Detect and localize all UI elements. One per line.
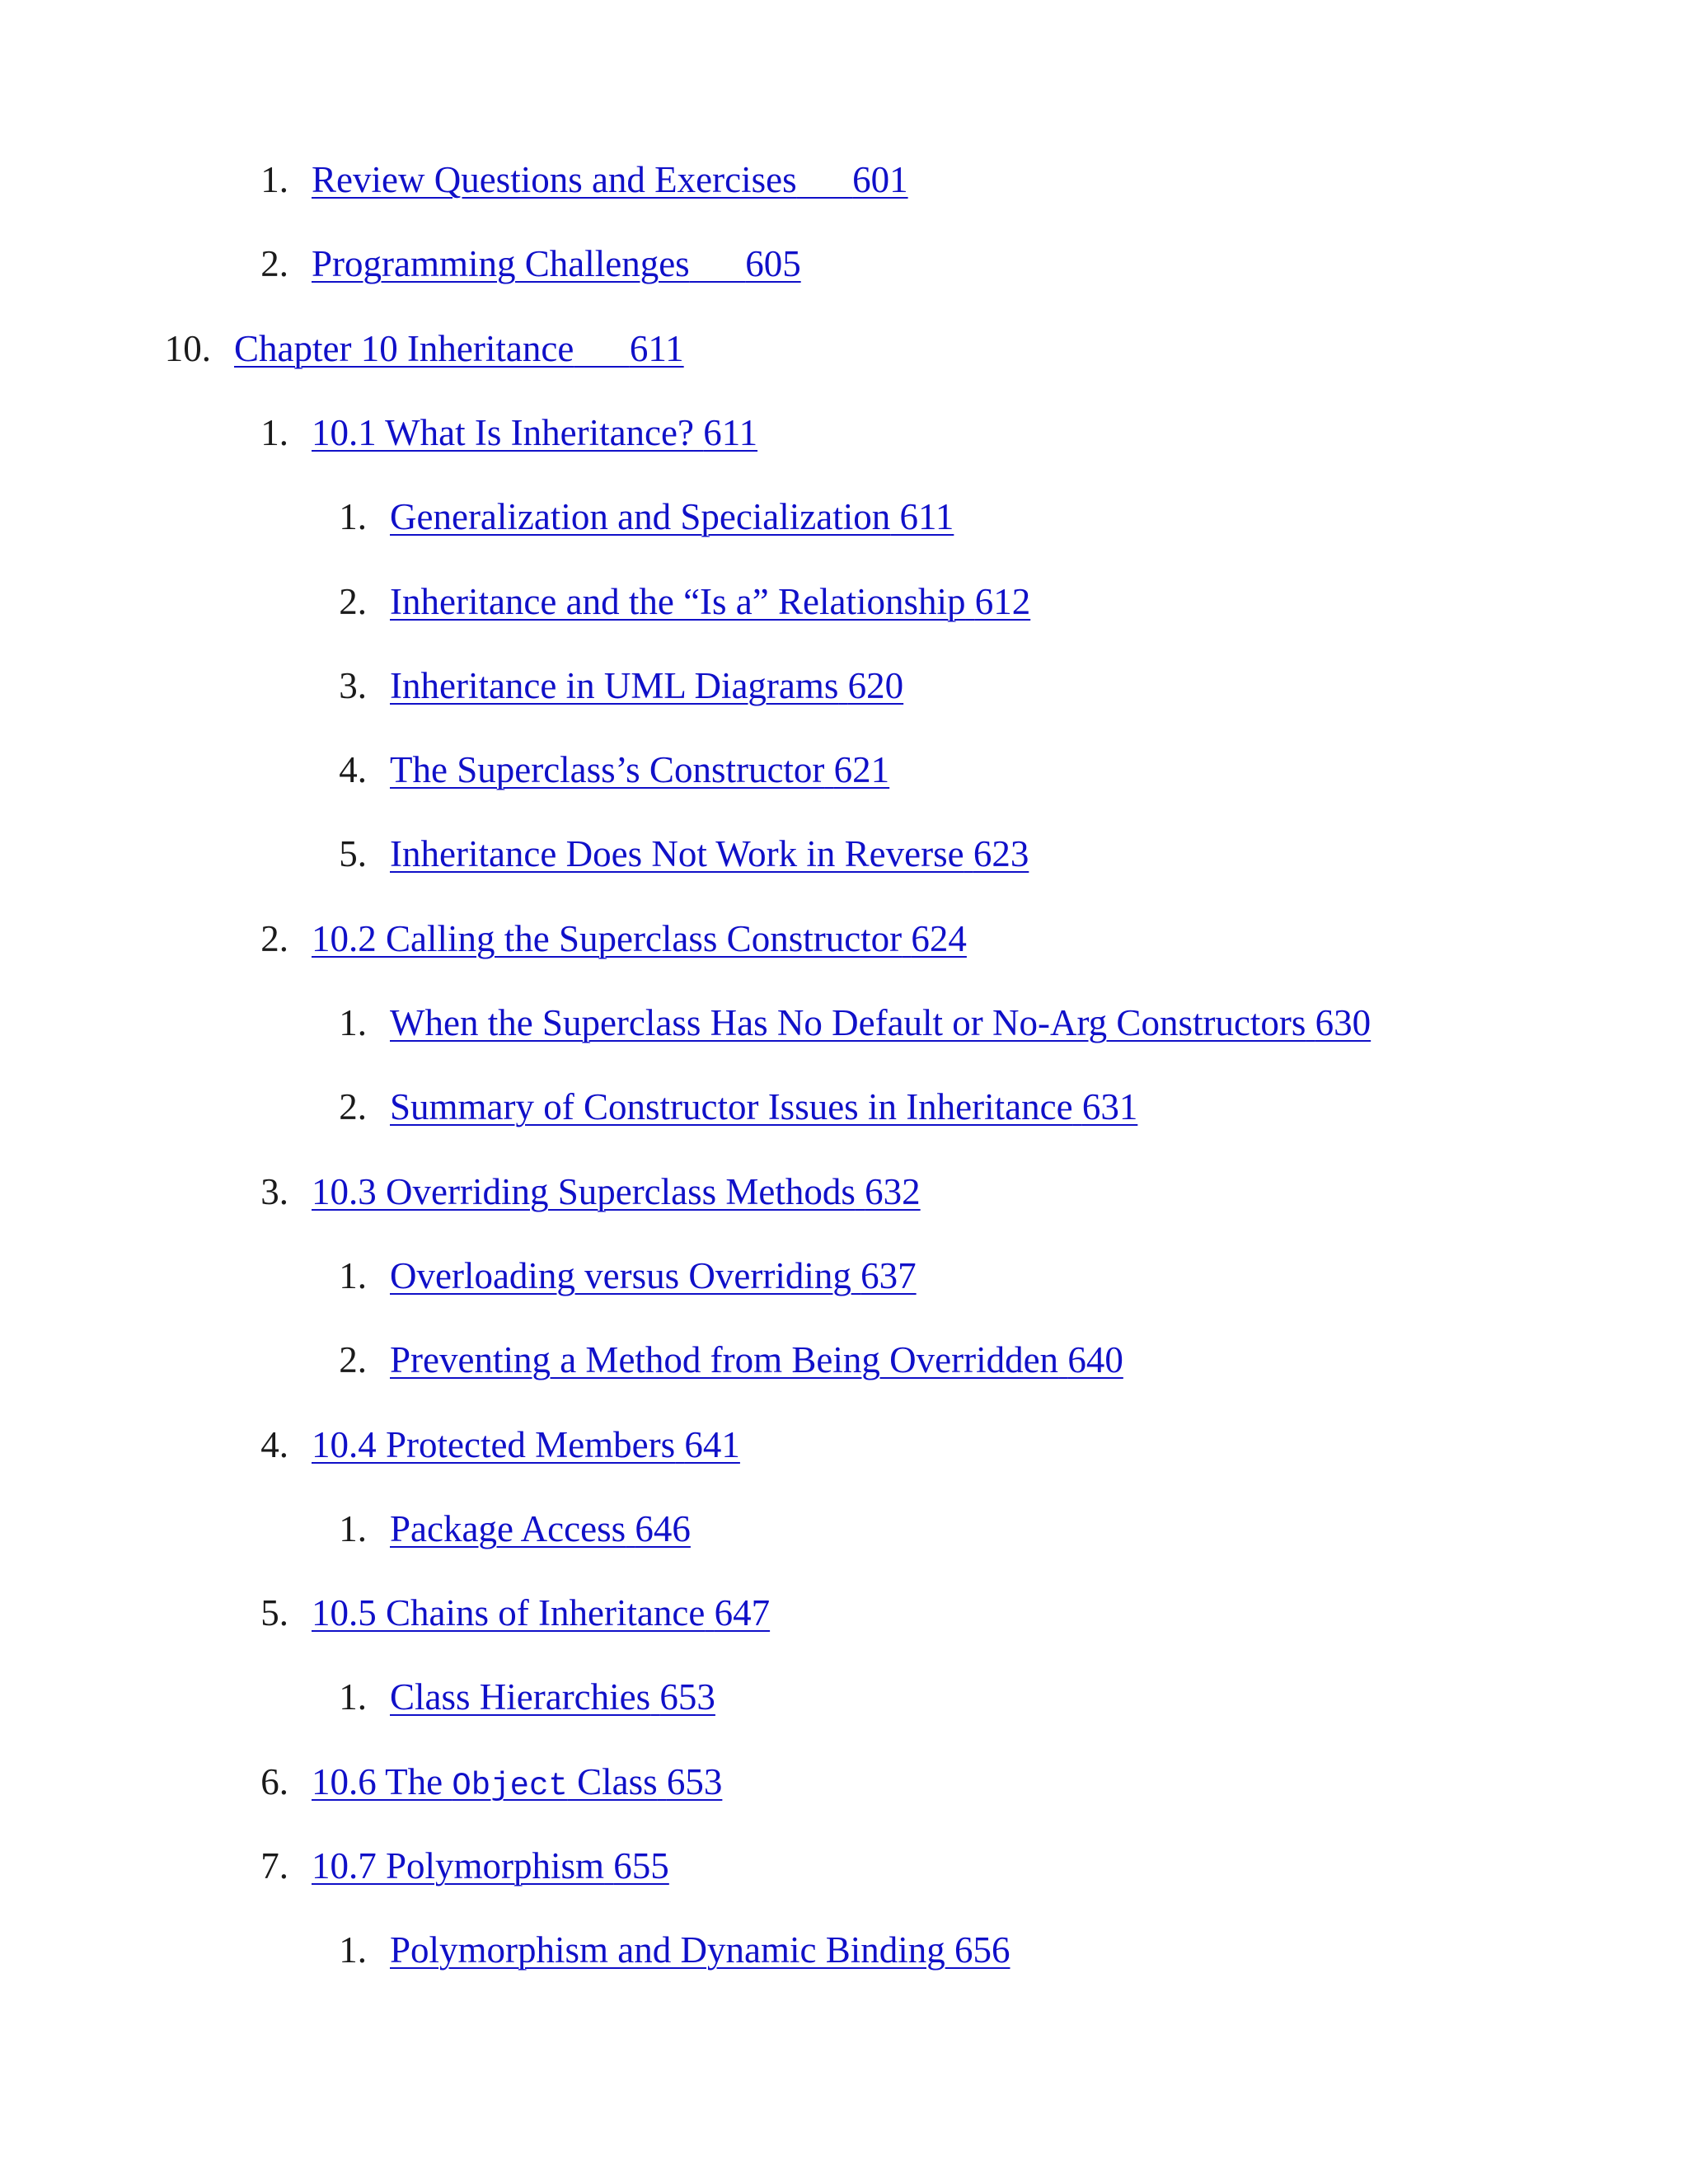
toc-entry-number: 1. [339, 496, 367, 537]
toc-entry [0, 1929, 1688, 1981]
toc-entry-link[interactable] [390, 833, 1029, 874]
toc-entry-title: Summary of Constructor Issues in Inheritance [390, 1086, 1073, 1127]
toc-entry-link[interactable] [234, 330, 684, 368]
toc-entry-title: Review Questions and Exercises [312, 159, 797, 200]
toc-entry-number: 5. [260, 1592, 288, 1633]
toc-entry-page: 611 [629, 328, 684, 369]
toc-entry-separator [1058, 1339, 1067, 1380]
toc-entry-number: 1. [339, 1002, 367, 1043]
toc-entry-page: 623 [973, 833, 1029, 874]
toc-entry-link[interactable] [390, 1255, 917, 1296]
toc-entry-title: 10.6 The [312, 1761, 452, 1802]
toc-entry [0, 412, 1688, 464]
toc-entry-separator [650, 1676, 659, 1718]
toc-entry [0, 1086, 1688, 1138]
toc-entry-link[interactable] [312, 1845, 669, 1886]
toc-entry-title: Programming Challenges [312, 243, 690, 284]
toc-entry-separator [902, 918, 911, 959]
toc-entry-number: 1. [339, 1676, 367, 1718]
toc-entry-link[interactable] [390, 496, 954, 537]
toc-entry [0, 1508, 1688, 1560]
toc-entry-link[interactable] [390, 583, 1030, 621]
toc-entry-page: 612 [974, 581, 1031, 622]
toc-entry-title: 10.3 Overriding Superclass Methods [312, 1171, 856, 1212]
toc-entry-separator [856, 1171, 865, 1212]
toc-entry [0, 1002, 1688, 1054]
toc-entry-title: The Superclass’s Constructor [390, 749, 825, 790]
toc-entry-number: 2. [260, 243, 288, 284]
toc-entry-link[interactable] [312, 918, 967, 959]
toc-entry-separator [626, 1508, 635, 1549]
toc-entry-page: 611 [899, 496, 954, 537]
toc-entry-page: 621 [833, 749, 890, 790]
toc-entry-link[interactable] [312, 1424, 740, 1465]
toc-entry-separator [675, 1424, 684, 1465]
toc-entry-link[interactable] [312, 159, 908, 200]
toc-entry-title: Inheritance Does Not Work in Reverse [390, 833, 964, 874]
toc-entry-title: 10.2 Calling the Superclass Constructor [312, 918, 903, 959]
toc-entry-separator [824, 749, 833, 790]
toc-entry-number: 2. [339, 1339, 367, 1380]
toc-entry-link[interactable] [312, 1761, 723, 1804]
toc-entry-separator [1306, 1002, 1315, 1043]
toc-entry-page: 655 [613, 1845, 669, 1886]
toc-entry-number: 1. [260, 412, 288, 453]
toc-entry-link[interactable] [312, 1171, 921, 1212]
toc-entry-code: Object [452, 1768, 568, 1804]
toc-entry-page: 620 [847, 665, 904, 706]
toc-entry-separator [797, 159, 853, 200]
toc-entry-number: 3. [339, 665, 367, 706]
toc-entry [0, 833, 1688, 885]
toc-entry [0, 1676, 1688, 1728]
toc-entry-title: Generalization and Specialization [390, 496, 891, 537]
toc-entry-separator [964, 833, 973, 874]
toc-entry [0, 1255, 1688, 1307]
toc-entry-title: Chapter 10 Inheritance [234, 328, 574, 369]
toc-entry-page: 640 [1067, 1339, 1123, 1380]
toc-entry-title: Inheritance in UML Diagrams [390, 665, 839, 706]
toc-entry [0, 1845, 1688, 1897]
toc-entry-link[interactable] [390, 1929, 1010, 1971]
toc-entry [0, 1171, 1688, 1223]
toc-entry-number: 1. [339, 1255, 367, 1296]
toc-entry-separator [890, 496, 899, 537]
toc-entry-separator [694, 412, 703, 453]
toc-entry-separator [1073, 1086, 1082, 1127]
toc-entry-number: 7. [260, 1845, 288, 1886]
toc-entry-number: 10. [164, 328, 211, 369]
toc-entry [0, 496, 1688, 548]
toc-entry-separator [658, 1761, 667, 1802]
toc-entry-number: 1. [260, 159, 288, 200]
toc-entry-number: 1. [339, 1508, 367, 1549]
toc-entry [0, 243, 1688, 295]
toc-entry-page: 630 [1315, 1002, 1372, 1043]
toc-entry-link[interactable] [390, 1086, 1138, 1127]
toc-entry-page: 637 [860, 1255, 917, 1296]
toc-entry-page: 647 [714, 1592, 771, 1633]
toc-entry-separator [965, 581, 974, 622]
toc-entry [0, 1424, 1688, 1476]
toc-entry-separator [705, 1592, 714, 1633]
toc-entry [0, 665, 1688, 717]
toc-entry-link[interactable] [390, 1002, 1372, 1043]
toc-entry-page: 653 [659, 1676, 715, 1718]
toc-entry-page: 632 [865, 1171, 921, 1212]
toc-entry-link[interactable] [390, 749, 890, 790]
toc-entry-separator [690, 243, 746, 284]
toc-entry-number: 3. [260, 1171, 288, 1212]
toc-entry-page: 631 [1081, 1086, 1138, 1127]
toc-entry-page: 605 [745, 243, 801, 284]
toc-entry-title: When the Superclass Has No Default or No-Arg Constructors [390, 1002, 1306, 1043]
toc-entry-page: 656 [954, 1929, 1010, 1971]
toc-entry-page: 601 [852, 159, 908, 200]
toc-entry-title: 10.1 What Is Inheritance? [312, 412, 694, 453]
toc-entry-title-suffix: Class [567, 1761, 658, 1802]
toc-entry-page: 653 [666, 1761, 723, 1802]
toc-entry [0, 330, 1688, 380]
toc-entry-page: 646 [635, 1508, 691, 1549]
toc-entry-number: 6. [260, 1761, 288, 1802]
toc-entry-separator [945, 1929, 954, 1971]
toc-entry-number: 1. [339, 1929, 367, 1971]
toc-entry-number: 2. [339, 581, 367, 622]
toc-entry-link[interactable] [390, 1676, 715, 1718]
toc-entry-title: Package Access [390, 1508, 626, 1549]
toc-entry-link[interactable] [312, 1592, 771, 1633]
toc-entry-separator [604, 1845, 613, 1886]
toc-entry-number: 4. [339, 749, 367, 790]
toc-entry-number: 5. [339, 833, 367, 874]
toc-entry-link[interactable] [390, 1339, 1123, 1380]
toc-entry-link[interactable] [312, 412, 758, 453]
toc-entry-title: 10.5 Chains of Inheritance [312, 1592, 706, 1633]
toc-entry-title: Preventing a Method from Being Overridden [390, 1339, 1059, 1380]
toc-entry-separator [574, 328, 630, 369]
toc-entry [0, 749, 1688, 801]
toc-entry [0, 1339, 1688, 1391]
toc-entry [0, 159, 1688, 211]
toc-entry-separator [851, 1255, 860, 1296]
toc-entry-number: 2. [339, 1086, 367, 1127]
toc-entry-link[interactable] [312, 243, 801, 284]
toc-entry [0, 918, 1688, 970]
toc-entry-title: Inheritance and the “Is a” Relationship [390, 581, 966, 622]
toc-entry [0, 1761, 1688, 1813]
toc-entry-separator [838, 665, 847, 706]
toc-entry-number: 2. [260, 918, 288, 959]
toc-entry-title: 10.4 Protected Members [312, 1424, 676, 1465]
toc-entry-title: Polymorphism and Dynamic Binding [390, 1929, 945, 1971]
toc-entry-page: 611 [703, 412, 758, 453]
toc-entry-number: 4. [260, 1424, 288, 1465]
toc-entry-link[interactable] [390, 1508, 691, 1549]
toc-entry-page: 641 [684, 1424, 740, 1465]
toc-entry-title: 10.7 Polymorphism [312, 1845, 605, 1886]
toc-entry-link[interactable] [390, 665, 904, 706]
toc-entry-title: Class Hierarchies [390, 1676, 651, 1718]
toc-entry [0, 583, 1688, 633]
toc-entry-title: Overloading versus Overriding [390, 1255, 851, 1296]
toc-entry-page: 624 [911, 918, 967, 959]
toc-entry [0, 1592, 1688, 1644]
